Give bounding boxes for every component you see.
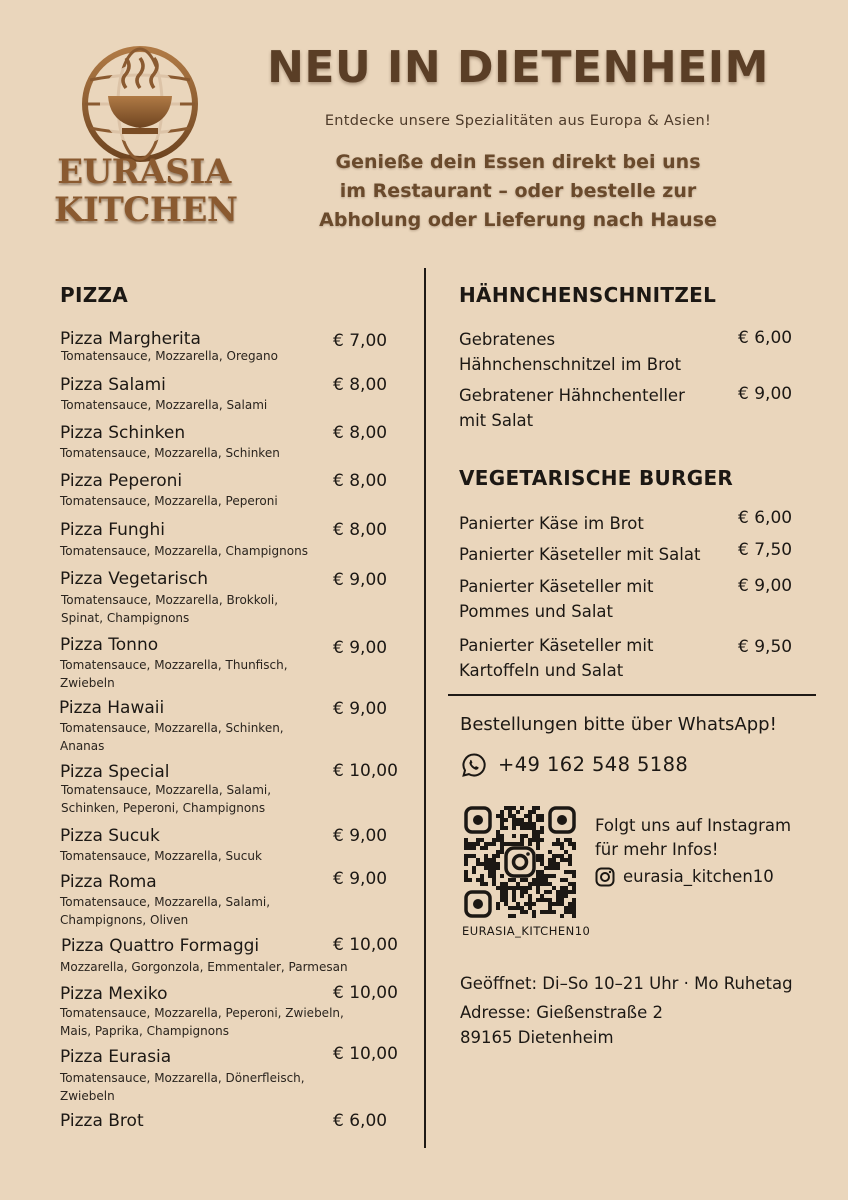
- menu-item-price: € 9,00: [333, 570, 388, 590]
- page-subtitle: Entdecke unsere Spezialitäten aus Europa & Asien!: [324, 113, 712, 129]
- menu-item-name: Pizza Tonno: [60, 635, 159, 655]
- menu-item-name: Pizza Margherita: [60, 329, 201, 349]
- tagline-line: Abholung oder Lieferung nach Hause: [319, 209, 717, 231]
- description-line: Tomatensauce, Mozzarella, Champignons: [60, 544, 308, 558]
- description-line: Tomatensauce, Mozzarella, Salami: [61, 398, 268, 412]
- menu-item-name: [459, 511, 644, 536]
- menu-item-name: Pizza Peperoni: [60, 471, 183, 491]
- menu-item-price: € 6,00: [738, 328, 793, 348]
- brand-name-line1: EURASIA: [57, 152, 231, 192]
- menu-item-description: [60, 1069, 305, 1105]
- menu-item-description: [61, 396, 267, 414]
- menu-item-price: € 9,00: [333, 699, 388, 719]
- menu-item-name: Pizza Schinken: [60, 423, 186, 443]
- menu-item-price: € 8,00: [333, 520, 388, 540]
- menu-item-description: [60, 656, 288, 692]
- item-name-line: Panierter Käseteller mit: [459, 636, 654, 655]
- item-name-line: Hähnchenschnitzel im Brot: [459, 355, 682, 374]
- description-line: Schinken, Peperoni, Champignons: [61, 801, 266, 815]
- instagram-handle[interactable]: eurasia_kitchen10: [623, 867, 774, 886]
- description-line: Zwiebeln: [60, 1089, 115, 1103]
- menu-item-price: € 10,00: [333, 761, 398, 781]
- menu-item-description: [60, 893, 270, 929]
- menu-item-price: € 9,00: [333, 826, 388, 846]
- menu-item-price: € 9,00: [333, 638, 388, 658]
- instagram-text: [595, 814, 791, 862]
- address: [460, 1000, 663, 1050]
- menu-item-price: € 8,00: [333, 471, 388, 491]
- pizza-heading: PIZZA: [60, 283, 129, 307]
- description-line: Tomatensauce, Mozzarella, Sucuk: [60, 849, 262, 863]
- menu-item-name: [459, 633, 653, 683]
- menu-item-name: [459, 542, 700, 567]
- description-line: Tomatensauce, Mozzarella, Salami,: [60, 895, 271, 909]
- menu-item-price: € 6,00: [333, 1111, 388, 1131]
- menu-item-price: € 8,00: [333, 423, 388, 443]
- menu-item-name: [459, 574, 653, 624]
- menu-item-price: € 7,00: [333, 331, 388, 351]
- qr-code[interactable]: [464, 806, 576, 918]
- menu-item-name: Pizza Roma: [60, 872, 157, 892]
- item-name-line: Panierter Käseteller mit: [459, 577, 654, 596]
- description-line: Spinat, Champignons: [61, 611, 190, 625]
- menu-item-name: Pizza Hawaii: [59, 698, 165, 718]
- menu-item-name: [459, 327, 681, 377]
- menu-item-price: € 6,00: [738, 508, 793, 528]
- item-name-line: Panierter Käse im Brot: [459, 514, 644, 533]
- menu-item-price: € 9,00: [738, 384, 793, 404]
- description-line: Mais, Paprika, Champignons: [60, 1024, 229, 1038]
- description-line: Zwiebeln: [60, 676, 115, 690]
- burger-heading: VEGETARISCHE BURGER: [459, 466, 734, 490]
- menu-item-description: [60, 719, 284, 755]
- schnitzel-heading: HÄHNCHENSCHNITZEL: [459, 283, 717, 307]
- description-line: Tomatensauce, Mozzarella, Brokkoli,: [61, 593, 279, 607]
- menu-item-name: Pizza Quattro Formaggi: [61, 936, 260, 956]
- menu-item-price: € 9,00: [333, 869, 388, 889]
- menu-item-name: Pizza Vegetarisch: [60, 569, 209, 589]
- menu-item-name: Pizza Sucuk: [60, 826, 160, 846]
- tagline-line: Genieße dein Essen direkt bei uns: [335, 151, 701, 173]
- menu-item-price: € 10,00: [333, 935, 398, 955]
- menu-item-name: [459, 383, 685, 433]
- address-line: Adresse: Gießenstraße 2: [460, 1003, 663, 1022]
- menu-item-description: [61, 591, 278, 627]
- menu-item-price: € 9,00: [738, 576, 793, 596]
- item-name-line: mit Salat: [459, 411, 534, 430]
- menu-item-description: [61, 781, 271, 817]
- menu-item-name: Pizza Special: [60, 762, 170, 782]
- page-title: NEU IN DIETENHEIM: [267, 42, 769, 93]
- description-line: Tomatensauce, Mozzarella, Schinken,: [60, 721, 284, 735]
- menu-item-description: [61, 347, 278, 365]
- description-line: Tomatensauce, Mozzarella, Peperoni: [60, 494, 278, 508]
- description-line: Tomatensauce, Mozzarella, Peperoni, Zwiebeln,: [60, 1006, 344, 1020]
- whatsapp-icon: [461, 752, 487, 778]
- item-name-line: Gebratenes: [459, 330, 556, 349]
- description-line: Tomatensauce, Mozzarella, Salami,: [61, 783, 272, 797]
- menu-item-description: [60, 444, 280, 462]
- opening-hours: Geöffnet: Di–So 10–21 Uhr · Mo Ruhetag: [460, 974, 793, 993]
- tagline-line: im Restaurant – oder bestelle zur: [339, 180, 697, 202]
- menu-item-description: [60, 958, 348, 976]
- menu-item-name: Pizza Brot: [60, 1111, 144, 1131]
- description-line: Tomatensauce, Mozzarella, Schinken: [60, 446, 280, 460]
- description-line: Tomatensauce, Mozzarella, Thunfisch,: [60, 658, 288, 672]
- menu-item-description: [60, 847, 262, 865]
- phone-number[interactable]: +49 162 548 5188: [498, 753, 689, 776]
- menu-item-price: € 7,50: [738, 540, 793, 560]
- item-name-line: Pommes und Salat: [459, 602, 613, 621]
- item-name-line: Kartoffeln und Salat: [459, 661, 624, 680]
- item-name-line: Gebratener Hähnchenteller: [459, 386, 685, 405]
- qr-code-label: EURASIA_KITCHEN10: [462, 924, 591, 938]
- menu-item-price: € 9,50: [738, 637, 793, 657]
- item-name-line: Panierter Käseteller mit Salat: [459, 545, 701, 564]
- menu-item-name: Pizza Funghi: [60, 520, 165, 540]
- description-line: Mozzarella, Gorgonzola, Emmentaler, Parmesan: [60, 960, 348, 974]
- address-line: 89165 Dietenheim: [460, 1028, 614, 1047]
- description-line: Tomatensauce, Mozzarella, Oregano: [61, 349, 278, 363]
- menu-item-description: [60, 492, 278, 510]
- brand-name-line2: KITCHEN: [54, 190, 238, 230]
- menu-item-description: [60, 1004, 344, 1040]
- section-divider: [448, 694, 816, 696]
- menu-item-name: Pizza Eurasia: [60, 1047, 172, 1067]
- menu-item-name: Pizza Salami: [60, 375, 166, 395]
- instagram-text-line: Folgt uns auf Instagram: [595, 816, 792, 835]
- menu-item-description: [60, 542, 308, 560]
- menu-item-price: € 10,00: [333, 983, 398, 1003]
- instagram-text-line: für mehr Infos!: [595, 840, 719, 859]
- brand-logo: [52, 40, 242, 235]
- instagram-icon: [595, 867, 615, 887]
- menu-item-price: € 10,00: [333, 1044, 398, 1064]
- column-divider: [424, 268, 426, 1148]
- order-title: Bestellungen bitte über WhatsApp!: [460, 714, 777, 735]
- description-line: Ananas: [60, 739, 105, 753]
- menu-item-price: € 8,00: [333, 375, 388, 395]
- menu-item-name: Pizza Mexiko: [60, 984, 168, 1004]
- tagline: [288, 148, 748, 235]
- description-line: Tomatensauce, Mozzarella, Dönerfleisch,: [60, 1071, 305, 1085]
- description-line: Champignons, Oliven: [60, 913, 189, 927]
